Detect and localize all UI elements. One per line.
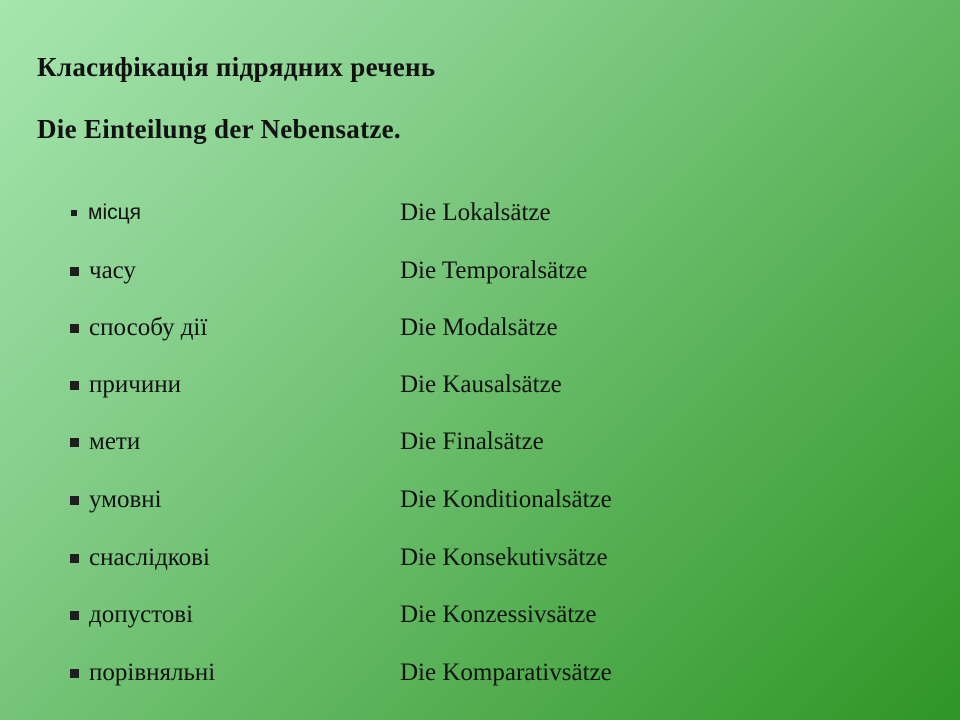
clause-type-ukrainian: снаслідкові <box>89 544 210 571</box>
clause-type-ukrainian: причини <box>89 371 181 398</box>
list-item <box>0 657 960 689</box>
clause-type-german: Die Komparativsätze <box>400 659 612 686</box>
square-bullet-icon <box>70 496 79 505</box>
square-bullet-icon <box>70 554 79 563</box>
clause-type-ukrainian: місця <box>88 201 142 224</box>
clause-type-german: Die Kausalsätze <box>400 371 562 398</box>
list-item <box>0 312 960 344</box>
square-bullet-icon <box>71 210 77 216</box>
clause-type-ukrainian: часу <box>89 257 136 284</box>
clause-type-ukrainian: допустові <box>89 601 194 628</box>
clause-type-german: Die Konsekutivsätze <box>400 544 608 571</box>
clause-type-ukrainian: порівняльні <box>89 659 216 686</box>
clause-type-german: Die Modalsätze <box>400 314 558 341</box>
list-item <box>0 369 960 401</box>
square-bullet-icon <box>70 669 79 678</box>
clause-type-german: Die Temporalsätze <box>400 257 588 284</box>
list-item <box>0 255 960 287</box>
square-bullet-icon <box>70 324 79 333</box>
clause-type-ukrainian: мети <box>89 428 141 455</box>
square-bullet-icon <box>70 438 79 447</box>
list-item <box>0 426 960 458</box>
square-bullet-icon <box>70 381 79 390</box>
square-bullet-icon <box>70 611 79 620</box>
clause-type-german: Die Konditionalsätze <box>400 486 612 513</box>
slide-title-german: Die Einteilung der Nebensatze. <box>37 114 401 144</box>
clause-type-ukrainian: умовні <box>89 486 162 513</box>
list-item <box>0 599 960 631</box>
list-item <box>0 542 960 574</box>
clause-type-german: Die Konzessivsätze <box>400 601 597 628</box>
clause-type-ukrainian: способу дії <box>89 314 208 341</box>
square-bullet-icon <box>70 267 79 276</box>
clause-type-german: Die Lokalsätze <box>400 199 551 226</box>
list-item <box>0 484 960 516</box>
clause-type-german: Die Finalsätze <box>400 428 544 455</box>
list-item <box>0 197 960 229</box>
slide-title-ukrainian: Класифікація підрядних речень <box>37 52 436 82</box>
